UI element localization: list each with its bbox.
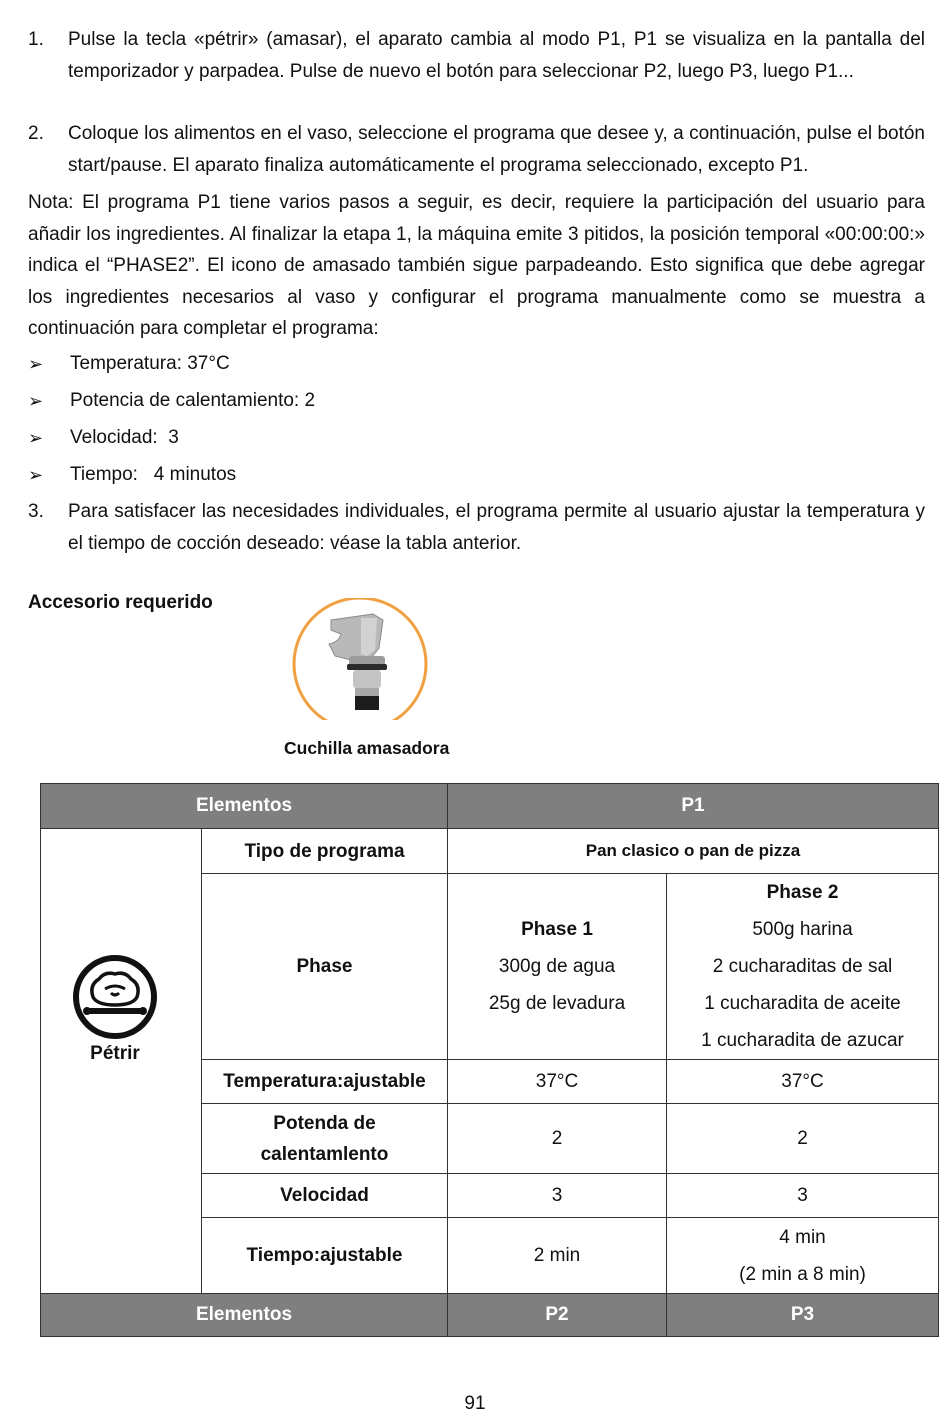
table-header-row xyxy=(41,784,939,829)
phase-2-item: 500g harina xyxy=(752,919,853,940)
petrir-icon xyxy=(71,953,159,1041)
petrir-block xyxy=(71,953,159,1065)
bullet-item xyxy=(28,462,236,488)
bullet-text: Potencia de calentamiento: 2 xyxy=(70,390,316,411)
table-row xyxy=(41,829,939,874)
blade-highlight xyxy=(361,618,377,656)
header-p1: P1 xyxy=(448,784,939,829)
table-footer-row xyxy=(41,1294,939,1337)
step-1 xyxy=(28,24,925,87)
potencia-label xyxy=(202,1104,448,1174)
arrow-bullet-icon: ➢ xyxy=(28,391,44,411)
tiempo-p2-line-2: (2 min a 8 min) xyxy=(739,1263,866,1285)
bullet-item xyxy=(28,388,315,414)
footer-p2: P2 xyxy=(448,1294,667,1337)
bullet-text: Tiempo: 4 minutos xyxy=(70,464,237,485)
arrow-bullet-icon: ➢ xyxy=(28,428,44,448)
phase-2-item: 1 cucharadita de azucar xyxy=(701,1030,904,1051)
blade-shaft xyxy=(353,670,381,688)
potencia-label-line-2: calentamlento xyxy=(260,1143,389,1165)
accessory-title: Accesorio requerido xyxy=(28,592,213,613)
petrir-icon-cell xyxy=(41,829,202,1294)
program-table xyxy=(40,783,939,1337)
arrow-bullet-icon: ➢ xyxy=(28,465,44,485)
phase-2-item: 2 cucharaditas de sal xyxy=(712,956,893,977)
step-1-text: Pulse la tecla «pétrir» (amasar), el aparato cambia al modo P1, P1 se visualiza en la pantalla del temporizador y parpadea. Pulse de nuevo el botón para seleccionar P2, luego P3, luego P1... xyxy=(68,29,925,82)
blade-seal xyxy=(347,664,387,670)
step-2 xyxy=(28,118,925,181)
note-paragraph: Nota: El programa P1 tiene varios pasos a seguir, es decir, requiere la participación del usuario para añadir los ingredientes. Al finalizar la etapa 1, la máquina emite 3 pitidos, la posición temporal «00:00:00:» indica el “PHASE2”. El icono de amasado también sigue parpadeando. Esto significa que debe agregar los ingredientes necesarios al vaso y configurar el programa manualmente como se muestra a continuación para completar el programa: xyxy=(28,192,925,339)
kneading-blade-image xyxy=(291,598,429,720)
header-elementos: Elementos xyxy=(41,784,448,829)
bullet-text: Temperatura: 37°C xyxy=(70,353,230,374)
page-number: 91 xyxy=(464,1393,486,1414)
tipo-programa-label: Tipo de programa xyxy=(202,829,448,874)
step-3-number: 3. xyxy=(28,501,44,522)
step-3 xyxy=(28,496,925,559)
blade-shaft-lower xyxy=(355,688,379,696)
footer-elementos: Elementos xyxy=(41,1294,448,1337)
potencia-p1: 2 xyxy=(448,1104,667,1174)
step-3-text: Para satisfacer las necesidades individuales, el programa permite al usuario ajustar la temperatura y el tiempo de cocción deseado: véase la tabla anterior. xyxy=(68,501,925,554)
bullet-item xyxy=(28,351,230,377)
step-2-number: 2. xyxy=(28,123,44,144)
potencia-label-line-1: Potenda de xyxy=(273,1112,376,1134)
potencia-p2: 2 xyxy=(667,1104,939,1174)
phase-1-title: Phase 1 xyxy=(521,919,593,940)
velocidad-p2: 3 xyxy=(667,1174,939,1218)
temperatura-label: Temperatura:ajustable xyxy=(202,1060,448,1104)
phase-1-cell xyxy=(448,874,667,1060)
temperatura-p2: 37°C xyxy=(667,1060,939,1104)
phase-2-title: Phase 2 xyxy=(766,882,839,903)
velocidad-label: Velocidad xyxy=(202,1174,448,1218)
phase-label: Phase xyxy=(202,874,448,1060)
petrir-label: Pétrir xyxy=(90,1043,140,1064)
bullet-item xyxy=(28,425,179,451)
phase-1-item: 25g de levadura xyxy=(488,993,626,1014)
tiempo-p2 xyxy=(667,1218,939,1294)
tipo-programa-value: Pan clasico o pan de pizza xyxy=(448,829,939,874)
phase-1-item: 300g de agua xyxy=(498,956,616,977)
blade-coupling xyxy=(355,696,379,710)
arrow-bullet-icon: ➢ xyxy=(28,354,44,374)
velocidad-p1: 3 xyxy=(448,1174,667,1218)
footer-p3: P3 xyxy=(667,1294,939,1337)
bullet-text: Velocidad: 3 xyxy=(70,427,179,448)
temperatura-p1: 37°C xyxy=(448,1060,667,1104)
tiempo-p2-line-1: 4 min xyxy=(779,1226,826,1248)
phase-2-cell xyxy=(667,874,939,1060)
phase-2-item: 1 cucharadita de aceite xyxy=(704,993,901,1014)
step-1-number: 1. xyxy=(28,29,44,50)
tiempo-label: Tiempo:ajustable xyxy=(202,1218,448,1294)
accessory-caption: Cuchilla amasadora xyxy=(284,738,450,758)
tiempo-p1: 2 min xyxy=(448,1218,667,1294)
step-2-text: Coloque los alimentos en el vaso, seleccione el programa que desee y, a continuación, pulse el botón start/pause. El aparato finaliza automáticamente el programa seleccionado, excepto P1. xyxy=(68,123,925,176)
